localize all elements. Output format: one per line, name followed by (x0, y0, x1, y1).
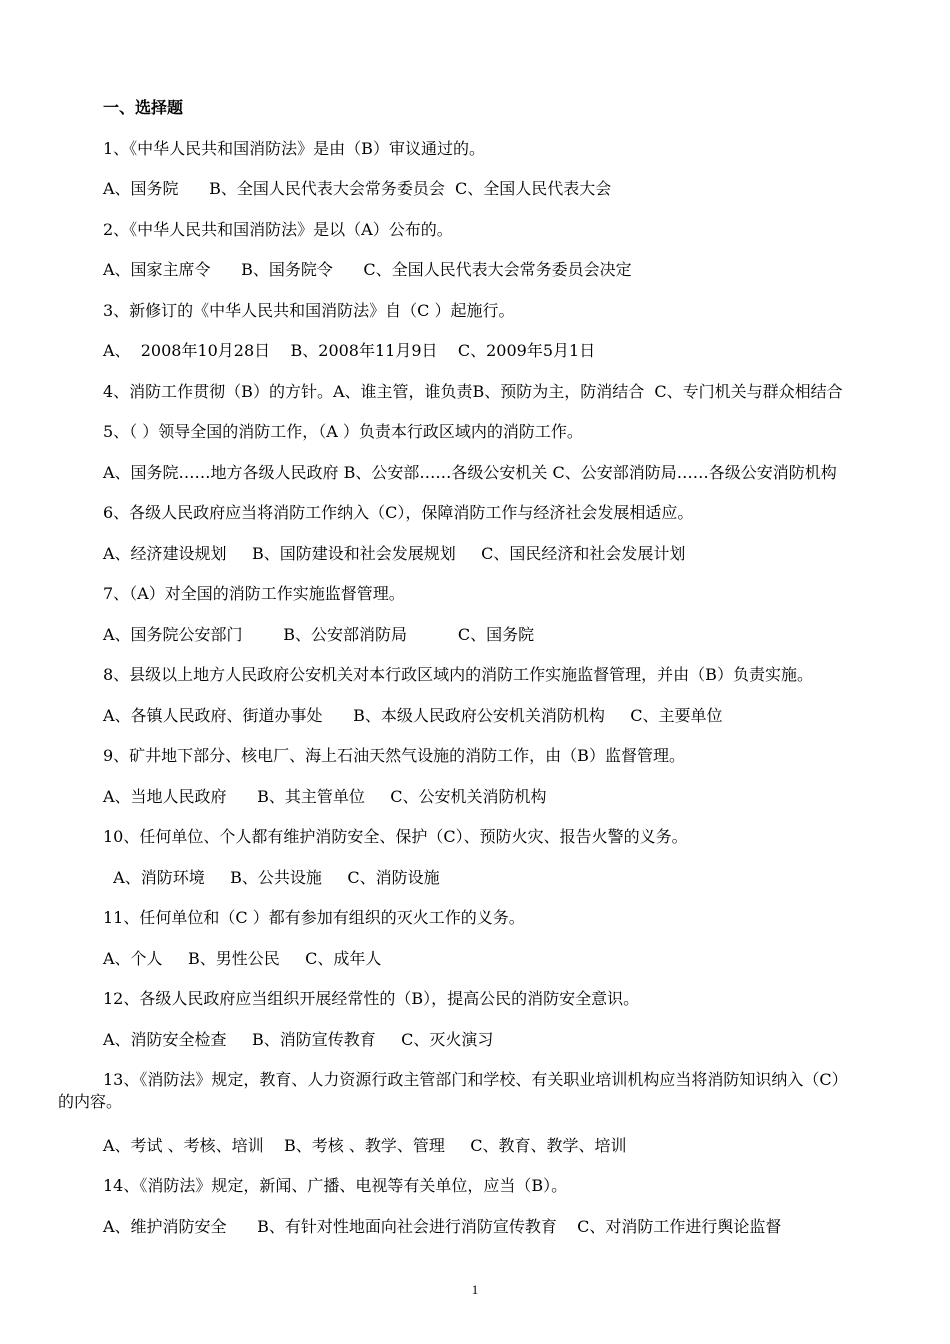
answers-10: A、消防环境 B、公共设施 C、消防设施 (103, 868, 440, 887)
question-9: 9、矿井地下部分、核电厂、海上石油天然气设施的消防工作，由（B）监督管理。 (103, 746, 685, 765)
answers-11: A、个人 B、男性公民 C、成年人 (103, 949, 382, 968)
question-2: 2、《中华人民共和国消防法》是以（A）公布的。 (103, 220, 453, 239)
answers-12: A、消防安全检查 B、消防宣传教育 C、灭火演习 (103, 1030, 494, 1049)
section-heading: 一、选择题 (103, 98, 184, 117)
question-1: 1、《中华人民共和国消防法》是由（B）审议通过的。 (103, 139, 485, 158)
answers-1: A、国务院 B、全国人民代表大会常务委员会 C、全国人民代表大会 (103, 179, 612, 198)
question-14: 14、《消防法》规定，新闻、广播、电视等有关单位，应当（B）。 (103, 1176, 568, 1195)
question-10: 10、任何单位、个人都有维护消防安全、保护（C）、预防火灾、报告火警的义务。 (103, 827, 688, 846)
answers-9: A、当地人民政府 B、其主管单位 C、公安机关消防机构 (103, 787, 547, 806)
page-number: 1 (471, 1282, 479, 1297)
answers-5: A、国务院……地方各级人民政府 B、公安部……各级公安机关 C、公安部消防局……各级公安消防机构 (103, 463, 837, 482)
question-11: 11、任何单位和（C ）都有参加有组织的灭火工作的义务。 (103, 908, 525, 927)
question-7: 7、（A）对全国的消防工作实施监督管理。 (103, 584, 405, 603)
question-3: 3、新修订的《中华人民共和国消防法》自（C ）起施行。 (103, 301, 515, 320)
question-4: 4、消防工作贯彻（B）的方针。A、谁主管，谁负责B、预防为主，防消结合 C、专门机关与群众相结合 (103, 382, 843, 401)
question-6: 6、各级人民政府应当将消防工作纳入（C），保障消防工作与经济社会发展相适应。 (103, 503, 694, 522)
answers-3: A、 2008年10月28日 B、2008年11月9日 C、2009年5月1日 (103, 341, 596, 360)
question-12: 12、各级人民政府应当组织开展经常性的（B），提高公民的消防安全意识。 (103, 989, 640, 1008)
question-8: 8、县级以上地方人民政府公安机关对本行政区域内的消防工作实施监督管理，并由（B）负责实施。 (103, 665, 813, 684)
answers-14: A、维护消防安全 B、有针对性地面向社会进行消防宣传教育 C、对消防工作进行舆论监督 (103, 1217, 782, 1236)
answers-2: A、国家主席令 B、国务院令 C、全国人民代表大会常务委员会决定 (103, 260, 632, 279)
answers-8: A、各镇人民政府、街道办事处 B、本级人民政府公安机关消防机构 C、主要单位 (103, 706, 723, 725)
question-5: 5、（ ）领导全国的消防工作，（A ）负责本行政区域内的消防工作。 (103, 422, 583, 441)
answers-13: A、考试 、考核、培训 B、考核 、教学、管理 C、教育、教学、培训 (103, 1136, 627, 1155)
answers-6: A、经济建设规划 B、国防建设和社会发展规划 C、国民经济和社会发展计划 (103, 544, 686, 563)
answers-7: A、国务院公安部门 B、公安部消防局 C、国务院 (103, 625, 535, 644)
question-13: 13、《消防法》规定，教育、人力资源行政主管部门和学校、有关职业培训机构应当将消防知识纳入（C）的内容。 (58, 1070, 848, 1111)
